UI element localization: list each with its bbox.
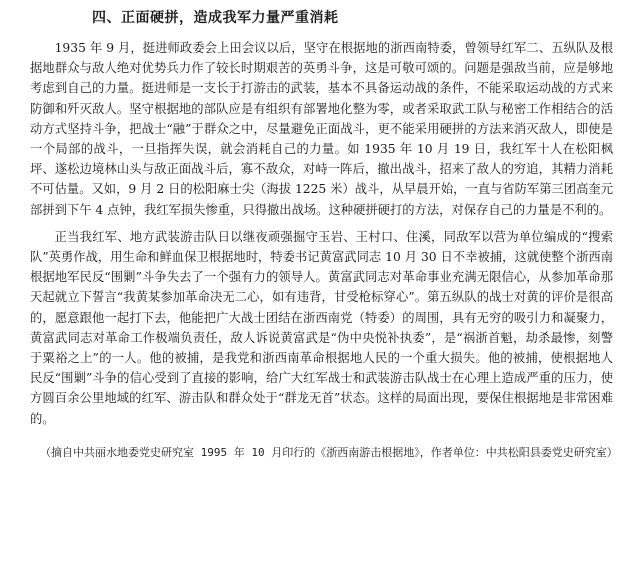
paragraph-1: 1935 年 9 月，挺进师政委会上田会议以后，坚守在根据地的浙西南特委，曾领导红军二、五纵队及根据地群众与敌人绝对优势兵力作了较长时期艰苦的英勇斗争，这是可敬可颂的。问题是强敌当前，应是够地考虑到自己的力量。挺进师是一支长于打游击的武装，基本不具备运动战的条件，不能采取运动战的方式来防御和歼灭敌人。坚守根据地的部队应是有组织有部署地化整为零，或者采取武工队与秘密工作相结合的活动方式坚持斗争，把战士“融”于群众之中，尽量避免正面战斗，更不能采用硬拼的方法来消灭敌人，即使是一个局部的战斗，一旦指挥失误，就会消耗自己的力量。如 1935 年 10 月 19 日，我红军十人在松阳枫坪、遂松边境林山头与敌正面战斗后，寡不敌众，对峙一阵后，撤出战斗，招来了敌人的穷追，其精力消耗不可估量。又如，9 月 2 日的松阳麻士尖（海拔 1225 米）战斗，从早晨开始，一直与省防军第三团高奎元部拼到下午 4 点钟，我红军损失惨重，只得撤出战场。这种硬拼硬打的方法，对保存自己的力量是不利的。 (30, 41, 613, 217)
section-heading: 四、正面硬拼，造成我军力量严重消耗 (92, 10, 339, 26)
source-citation: （摘自中共丽水地委党史研究室 1995 年 10 月印行的《浙西南游击根据地》，作者单位：中共松阳县委党史研究室） (40, 445, 618, 459)
paragraph-2: 正当我红军、地方武装游击队日以继夜顽强掘守玉岩、王村口、住溪，同敌军以营为单位编成的“搜索队”英勇作战，用生命和鲜血保卫根据地时，特委书记黄富武同志 10 月 30 日不幸被捕，这就使整个浙西南根据地军民反“围剿”斗争失去了一个强有力的领导人。黄富武同志对革命事业充满无限信心，从参加革命那天起就立下誓言“我黄某参加革命决无二心，如有违背，甘受枪标穿心”。第五纵队的战士对黄的评价是很高的，愿意跟他一起打下去，他能把广大战士团结在浙西南党（特委）的周围，具有无穷的吸引力和凝聚力，黄富武同志对革命工作极端负责任，敌人诉说黄富武是“伪中央悦补执委”，是“祸浙首魁，劫杀最惨，刻警于粟裕之上”的一人。他的被捕，是我党和浙西南革命根据地人民的一个重大损失。他的被捕，使根据地人民反“围剿”斗争的信心受到了直接的影响，给广大红军战士和武装游击队战士在心理上造成严重的压力，使方圆百余公里地域的红军、游击队和群众处于“群龙无首”状态。这样的局面出现，要保住根据地是非常困难的。 (30, 229, 613, 426)
document-page (30, 8, 618, 463)
